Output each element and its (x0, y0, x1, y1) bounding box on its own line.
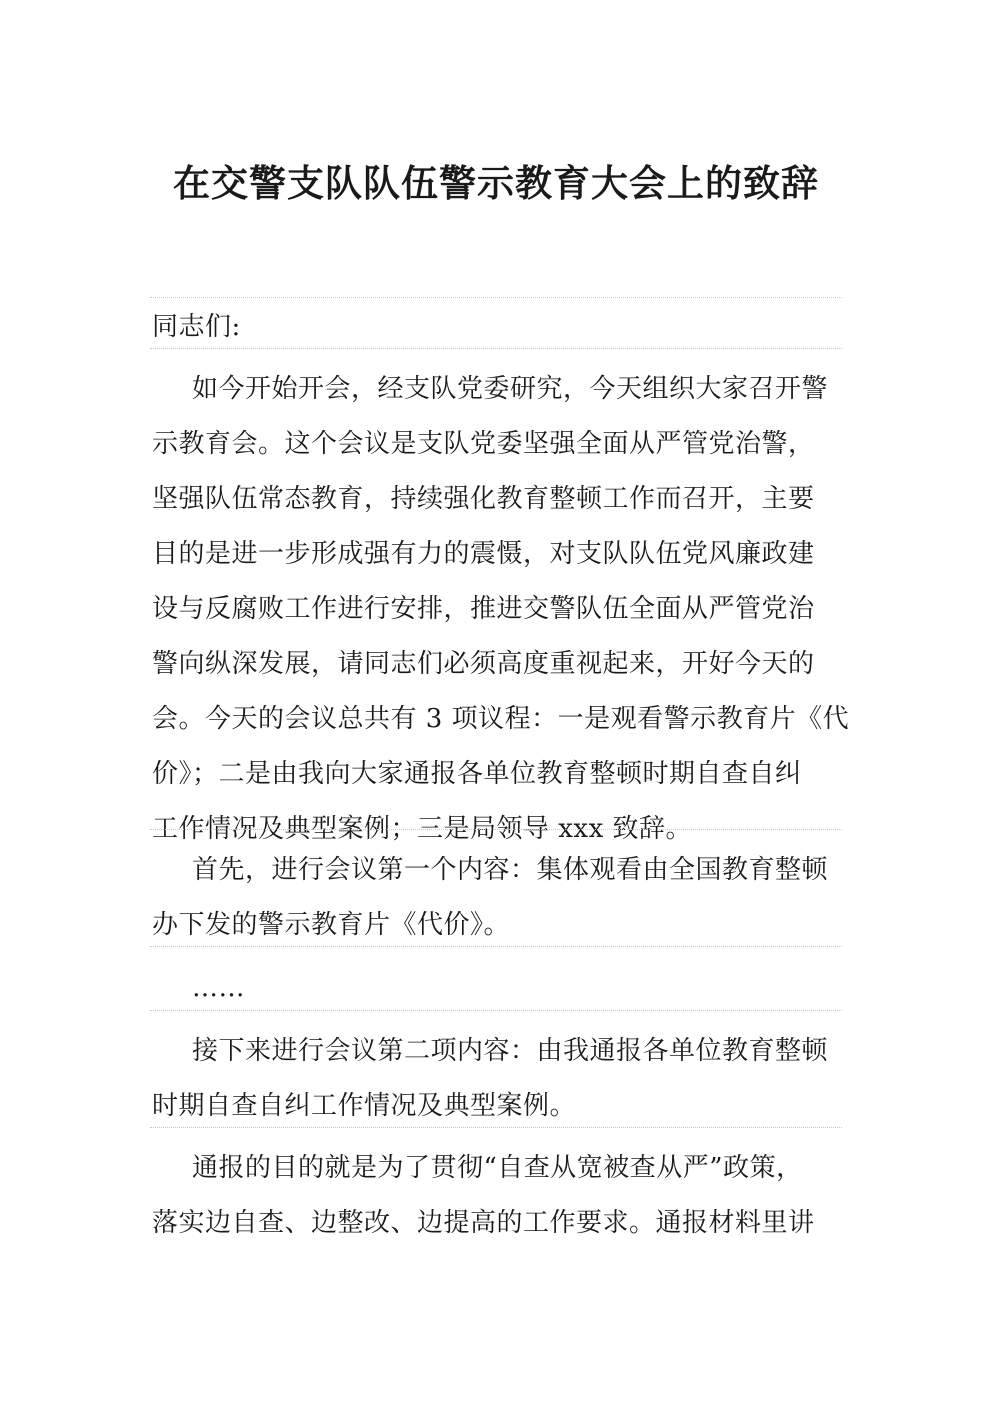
divider (150, 1127, 842, 1128)
paragraph-line: 接下来进行会议第二项内容：由我通报各单位教育整顿 (192, 1036, 829, 1066)
paragraph-line: 坚强队伍常态教育，持续强化教育整顿工作而召开，主要 (152, 484, 815, 514)
paragraph-line: 办下发的警示教育片《代价》。 (152, 910, 511, 940)
salutation (152, 300, 844, 355)
paragraph-line: 目的是进一步形成强有力的震慑，对支队队伍党风廉政建 (152, 539, 815, 569)
paragraph-line: …… (192, 973, 245, 1003)
paragraph-3 (152, 1024, 844, 1134)
paragraph-line: 首先，进行会议第一个内容：集体观看由全国教育整顿 (192, 855, 829, 885)
paragraph-line: 警向纵深发展，请同志们必须高度重视起来，开好今天的 (152, 649, 815, 679)
salutation-text: 同志们: (152, 312, 241, 342)
paragraph-4 (152, 1141, 844, 1251)
paragraph-line: 落实边自查、边整改、边提高的工作要求。通报材料里讲 (152, 1208, 815, 1238)
document-title: 在交警支队队伍警示教育大会上的致辞 (173, 161, 819, 205)
paragraph-line: 通报的目的就是为了贯彻“自查从宽被查从严”政策， (192, 1153, 803, 1183)
divider (150, 829, 842, 830)
paragraph-line: 价》；二是由我向大家通报各单位教育整顿时期自查自纠 (152, 759, 802, 789)
paragraph-line: 会。今天的会议总共有 3 项议程：一是观看警示教育片《代 (152, 704, 850, 734)
paragraph-line: 时期自查自纠工作情况及典型案例。 (152, 1091, 577, 1121)
paragraph-line: 工作情况及典型案例；三是局领导 xxx 致辞。 (152, 814, 693, 844)
divider (150, 946, 842, 947)
paragraph-ellipsis (152, 961, 844, 1016)
paragraph-line: 示教育会。这个会议是支队党委坚强全面从严管党治警， (152, 429, 815, 459)
divider (150, 1010, 842, 1011)
paragraph-1 (152, 362, 850, 857)
divider (150, 348, 842, 349)
paragraph-2 (152, 843, 844, 953)
paragraph-line: 如今开始开会，经支队党委研究，今天组织大家召开警 (192, 374, 829, 404)
divider (150, 297, 842, 298)
paragraph-line: 设与反腐败工作进行安排，推进交警队伍全面从严管党治 (152, 594, 815, 624)
